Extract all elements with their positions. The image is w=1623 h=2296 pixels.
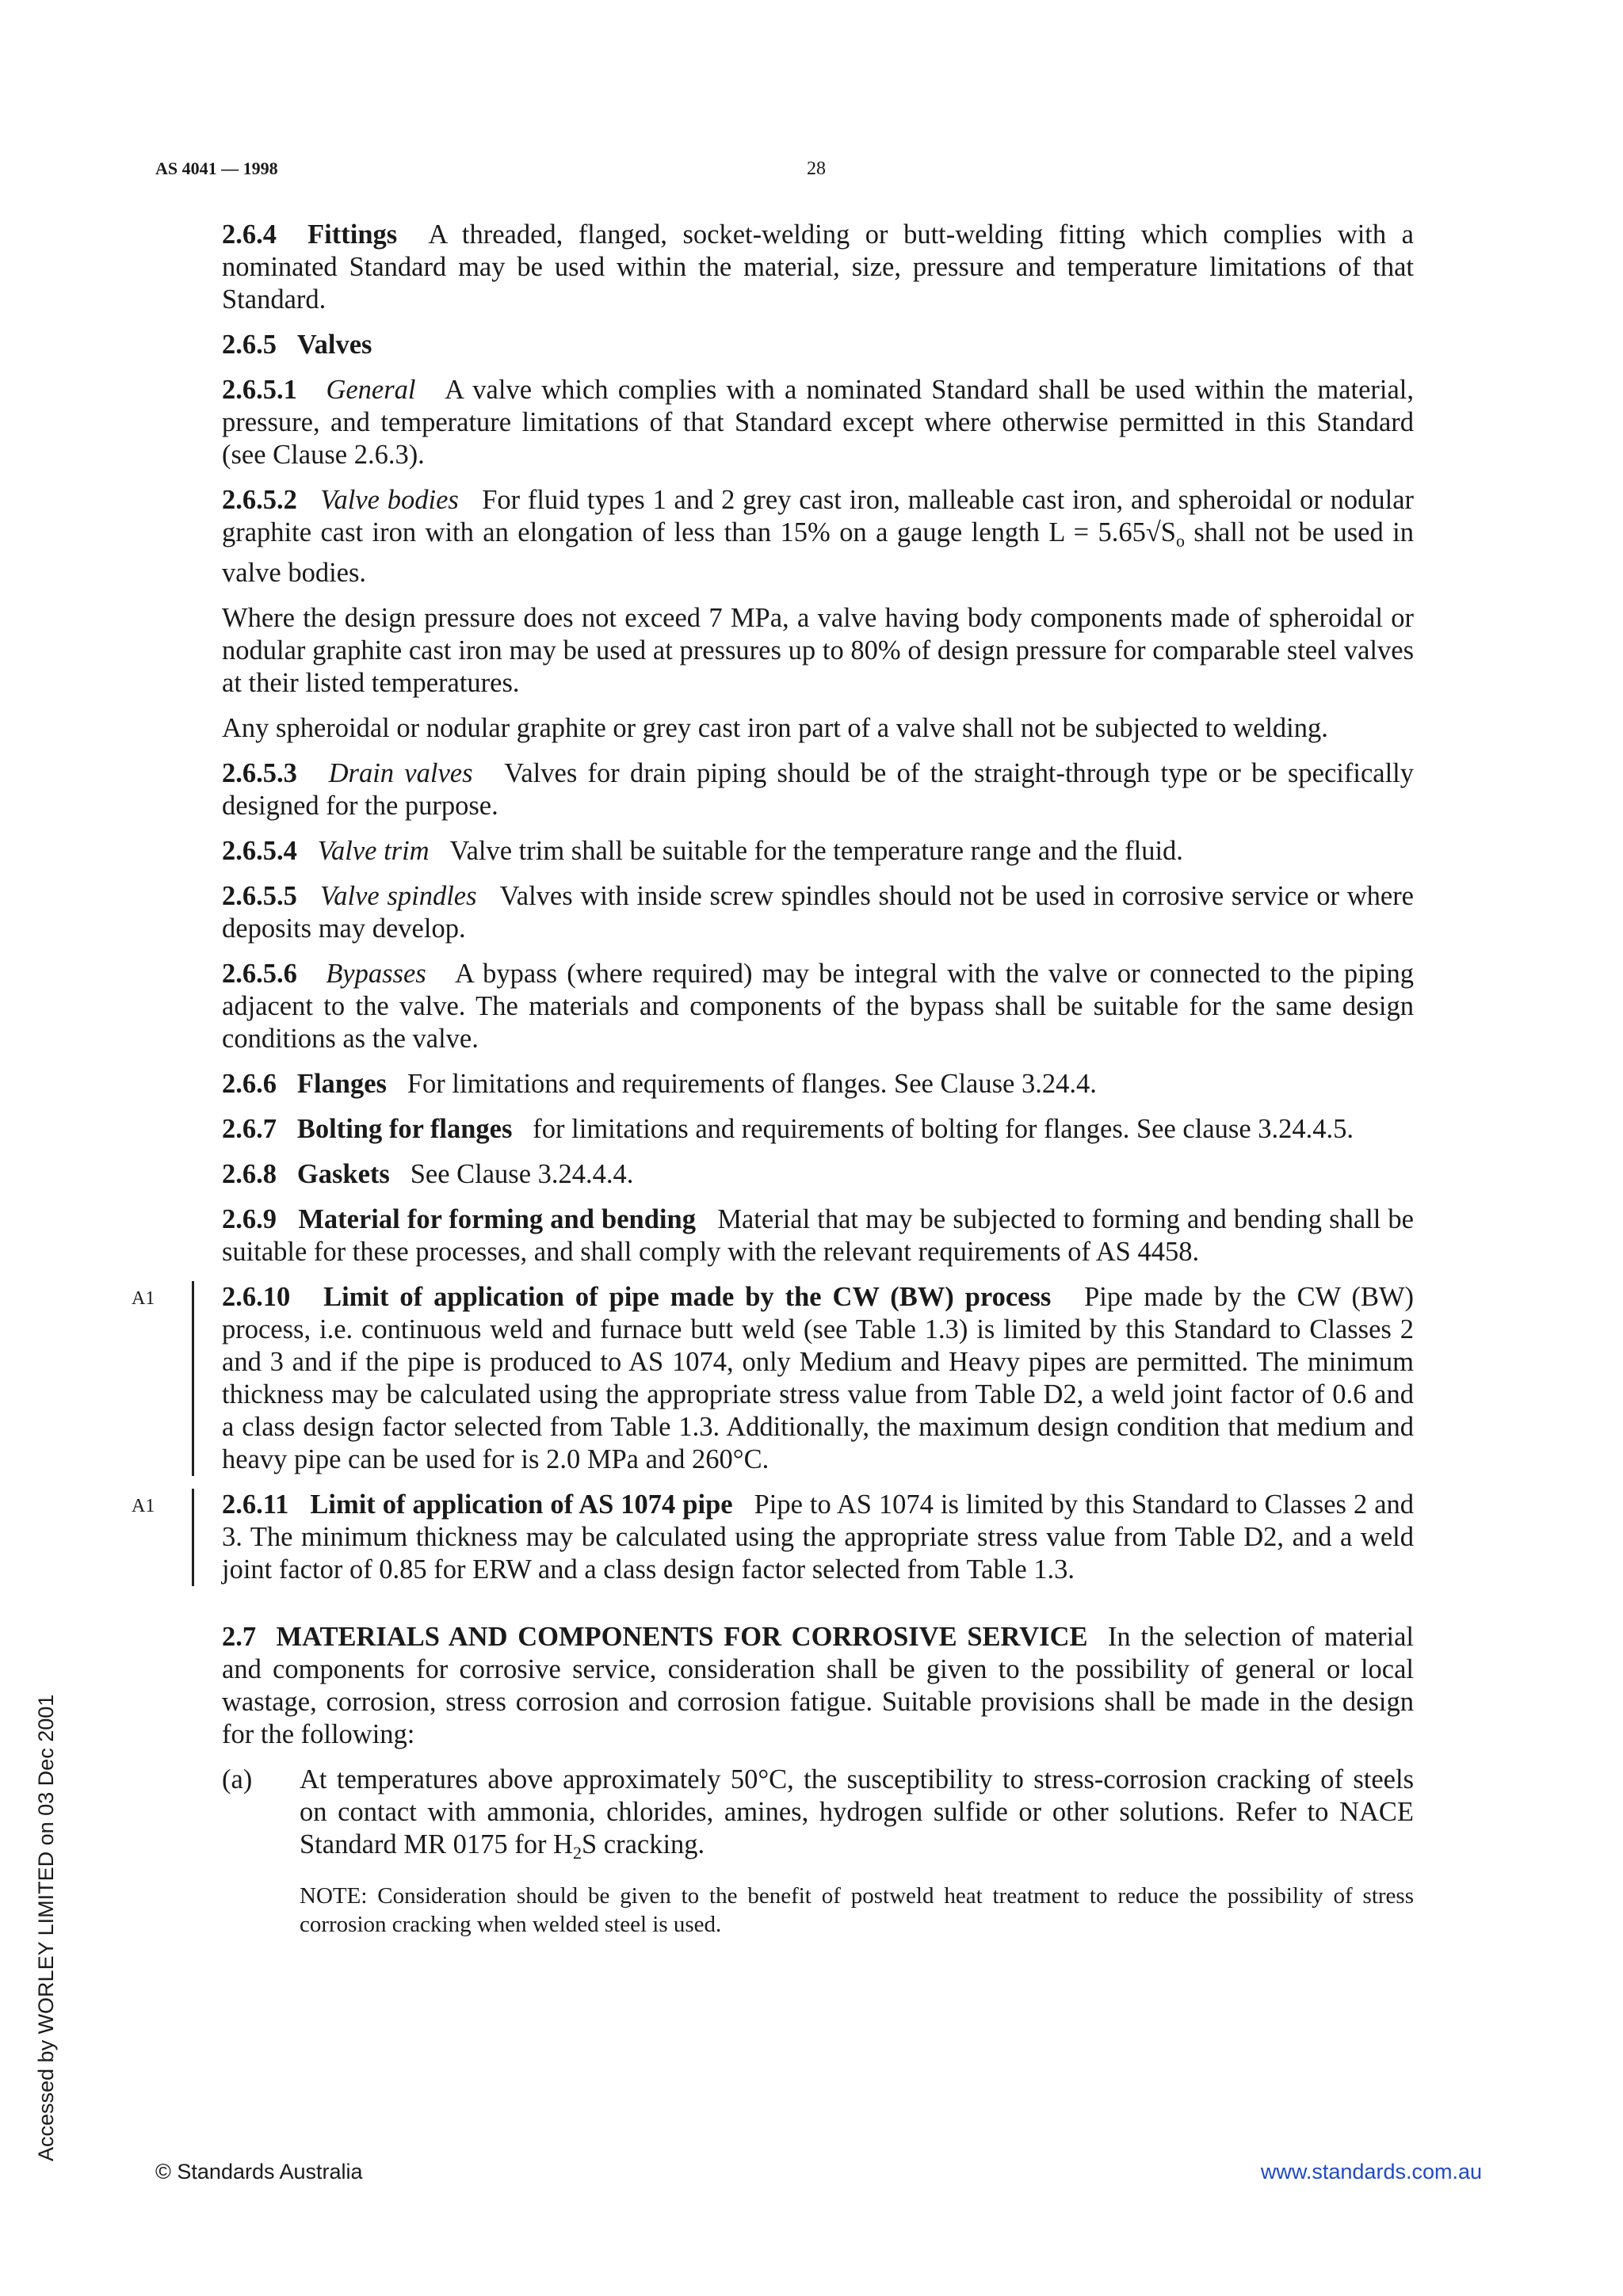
subscript: 2 [572, 1843, 582, 1863]
clause-number: 2.6.5 [222, 330, 277, 360]
clause-number: 2.6.7 [222, 1114, 277, 1144]
paragraph: Where the design pressure does not exceed 7 MPa, a valve having body components made of spheroidal or nodular graphite cast iron may be used at pressures up to 80% of design pressure for comparable steel valves at their listed temperatures. [222, 603, 1414, 698]
page-number: 28 [807, 158, 826, 179]
list-item-label: (a) [222, 1764, 253, 1794]
clause-2-6-5-2 [222, 484, 1414, 589]
clause-2-6-7 [222, 1113, 1414, 1146]
clause-2-6-5-5 [222, 880, 1414, 945]
clause-text: For limitations and requirements of flanges. See Clause 3.24.4. [407, 1069, 1097, 1099]
clause-title: Valve trim [317, 836, 430, 866]
clause-title: Bolting for flanges [296, 1114, 513, 1144]
clause-number: 2.6.5.1 [222, 375, 297, 405]
document-body [132, 219, 1415, 1951]
clause-text: A bypass (where required) may be integral with the valve or connected to the piping adjacent to the valve. The materials and components of the bypass shall be suitable for the same design conditions as the valve. [222, 959, 1415, 1054]
clause-2-6-4 [222, 219, 1414, 316]
clause-number: 2.6.4 [222, 219, 277, 250]
clause-number: 2.6.5.4 [222, 836, 297, 866]
clause-text: Valve trim shall be suitable for the temperature range and the fluid. [449, 836, 1183, 866]
clause-2-6-5-3 [222, 757, 1414, 822]
clause-title: Flanges [296, 1069, 387, 1099]
clause-2-6-9 [222, 1203, 1414, 1268]
clause-2-6-5 [222, 329, 1414, 361]
list-item-text: At temperatures above approximately 50°C, the susceptibility to stress-corrosion cracking of steels on contact with ammonia, chlorides, amines, hydrogen sulfide or other solutions. Refer to NACE Standard MR 0175 for H [300, 1764, 1414, 1859]
clause-text: A threaded, flanged, socket-welding or butt-welding fitting which complies with a nominated Standard may be used within the material, size, pressure and temperature limitations of that Standard. [222, 219, 1414, 315]
clause-number: 2.6.11 [222, 1489, 289, 1520]
clause-text-end: shall not be used in valve bodies. [222, 517, 1414, 588]
clause-text: for limitations and requirements of bolting for flanges. See clause 3.24.4.5. [533, 1114, 1354, 1144]
clause-2-6-8 [222, 1158, 1414, 1191]
clause-number: 2.6.9 [222, 1204, 277, 1234]
clause-title: Drain valves [328, 758, 473, 788]
list-item-text-end: S cracking. [581, 1829, 705, 1859]
standard-reference: AS 4041 — 1998 [155, 158, 278, 178]
clause-title: Fittings [307, 219, 398, 250]
clause-number: 2.6.6 [222, 1069, 277, 1099]
clause-text: Pipe to AS 1074 is limited by this Standard to Classes 2 and 3. The minimum thickness may be calculated using the appropriate stress value from Table D2, and a weld joint factor of 0.85 for ERW and a class design factor selected from Table 1.3. [222, 1489, 1415, 1585]
clause-2-6-10 [132, 1281, 1415, 1476]
list-item-a [222, 1764, 1414, 1869]
clause-title: Limit of application of AS 1074 pipe [310, 1489, 733, 1520]
clause-title: Material for forming and bending [298, 1204, 696, 1234]
amendment-tag: A1 [132, 1496, 155, 1516]
clause-2-7 [222, 1621, 1414, 1751]
clause-2-6-5-1 [222, 374, 1414, 471]
clause-number: 2.6.5.2 [222, 485, 297, 515]
clause-title: Gaskets [296, 1159, 390, 1189]
copyright-notice: © Standards Australia [155, 2160, 363, 2183]
clause-text: A valve which complies with a nominated Standard shall be used within the material, pressure, and temperature limitations of that Standard except where otherwise permitted in this Standard (see Clause 2.6.3). [222, 375, 1415, 470]
clause-number: 2.7 [222, 1622, 257, 1652]
clause-text: Valves for drain piping should be of the straight-through type or be specifically designed for the purpose. [222, 758, 1414, 821]
clause-text: See Clause 3.24.4.4. [410, 1159, 634, 1189]
note: NOTE: Consideration should be given to the benefit of postweld heat treatment to reduce the possibility of stress corrosion cracking when welded steel is used. [300, 1883, 1414, 1937]
clause-title: Bypasses [326, 959, 426, 989]
clause-title: Valve spindles [320, 881, 477, 911]
access-watermark: Accessed by WORLEY LIMITED on 03 Dec 2001 [34, 1694, 58, 2161]
clause-number: 2.6.5.3 [222, 758, 297, 788]
website-link[interactable]: www.standards.com.au [1260, 2160, 1482, 2183]
clause-title: Valve bodies [320, 485, 459, 515]
clause-number: 2.6.8 [222, 1159, 277, 1189]
clause-2-6-5-6 [222, 958, 1414, 1055]
clause-text: Valves with inside screw spindles should not be used in corrosive service or where deposits may develop. [222, 881, 1415, 944]
clause-text: Material that may be subjected to forming and bending shall be suitable for these processes, and shall comply with the relevant requirements of AS 4458. [222, 1204, 1414, 1267]
clause-text: For fluid types 1 and 2 grey cast iron, malleable cast iron, and spheroidal or nodular graphite cast iron with an elongation of less than 15% on a gauge length L = 5.65√S [222, 485, 1414, 547]
clause-title: Valves [296, 330, 372, 360]
clause-2-6-6 [222, 1068, 1414, 1100]
paragraph: Any spheroidal or nodular graphite or grey cast iron part of a valve shall not be subjected to welding. [222, 713, 1328, 743]
clause-text: In the selection of material and components for corrosive service, consideration shall be given to the possibility of general or local wastage, corrosion, stress corrosion and corrosion fatigue. Suitable provisions shall be made in the design for the following: [222, 1622, 1415, 1749]
clause-title: General [326, 375, 416, 405]
amendment-bar [192, 1489, 194, 1586]
clause-number: 2.6.5.6 [222, 959, 297, 989]
amendment-tag: A1 [132, 1288, 155, 1309]
subscript: o [1175, 531, 1185, 551]
clause-2-6-11 [132, 1489, 1415, 1586]
spacer [222, 1599, 1414, 1621]
clause-text: Pipe made by the CW (BW) process, i.e. continuous weld and furnace butt weld (see Table 1.3) is limited by this Standard to Classes 2 and 3 and if the pipe is produced to AS 1074, only Medium and Heavy pipes are permitted. The minimum thickness may be calculated using the appropriate stress value from Table D2, a weld joint factor of 0.6 and a class design factor selected from Table 1.3. Additionally, the maximum design condition that medium and heavy pipe can be used for is 2.0 MPa and 260°C. [222, 1282, 1415, 1474]
clause-number: 2.6.5.5 [222, 881, 297, 911]
clause-2-6-5-4 [222, 835, 1414, 868]
clause-title: Limit of application of pipe made by the CW (BW) process [323, 1282, 1052, 1312]
clause-number: 2.6.10 [222, 1282, 291, 1312]
amendment-bar [192, 1281, 194, 1476]
clause-title: MATERIALS AND COMPONENTS FOR CORROSIVE SERVICE [276, 1622, 1088, 1652]
